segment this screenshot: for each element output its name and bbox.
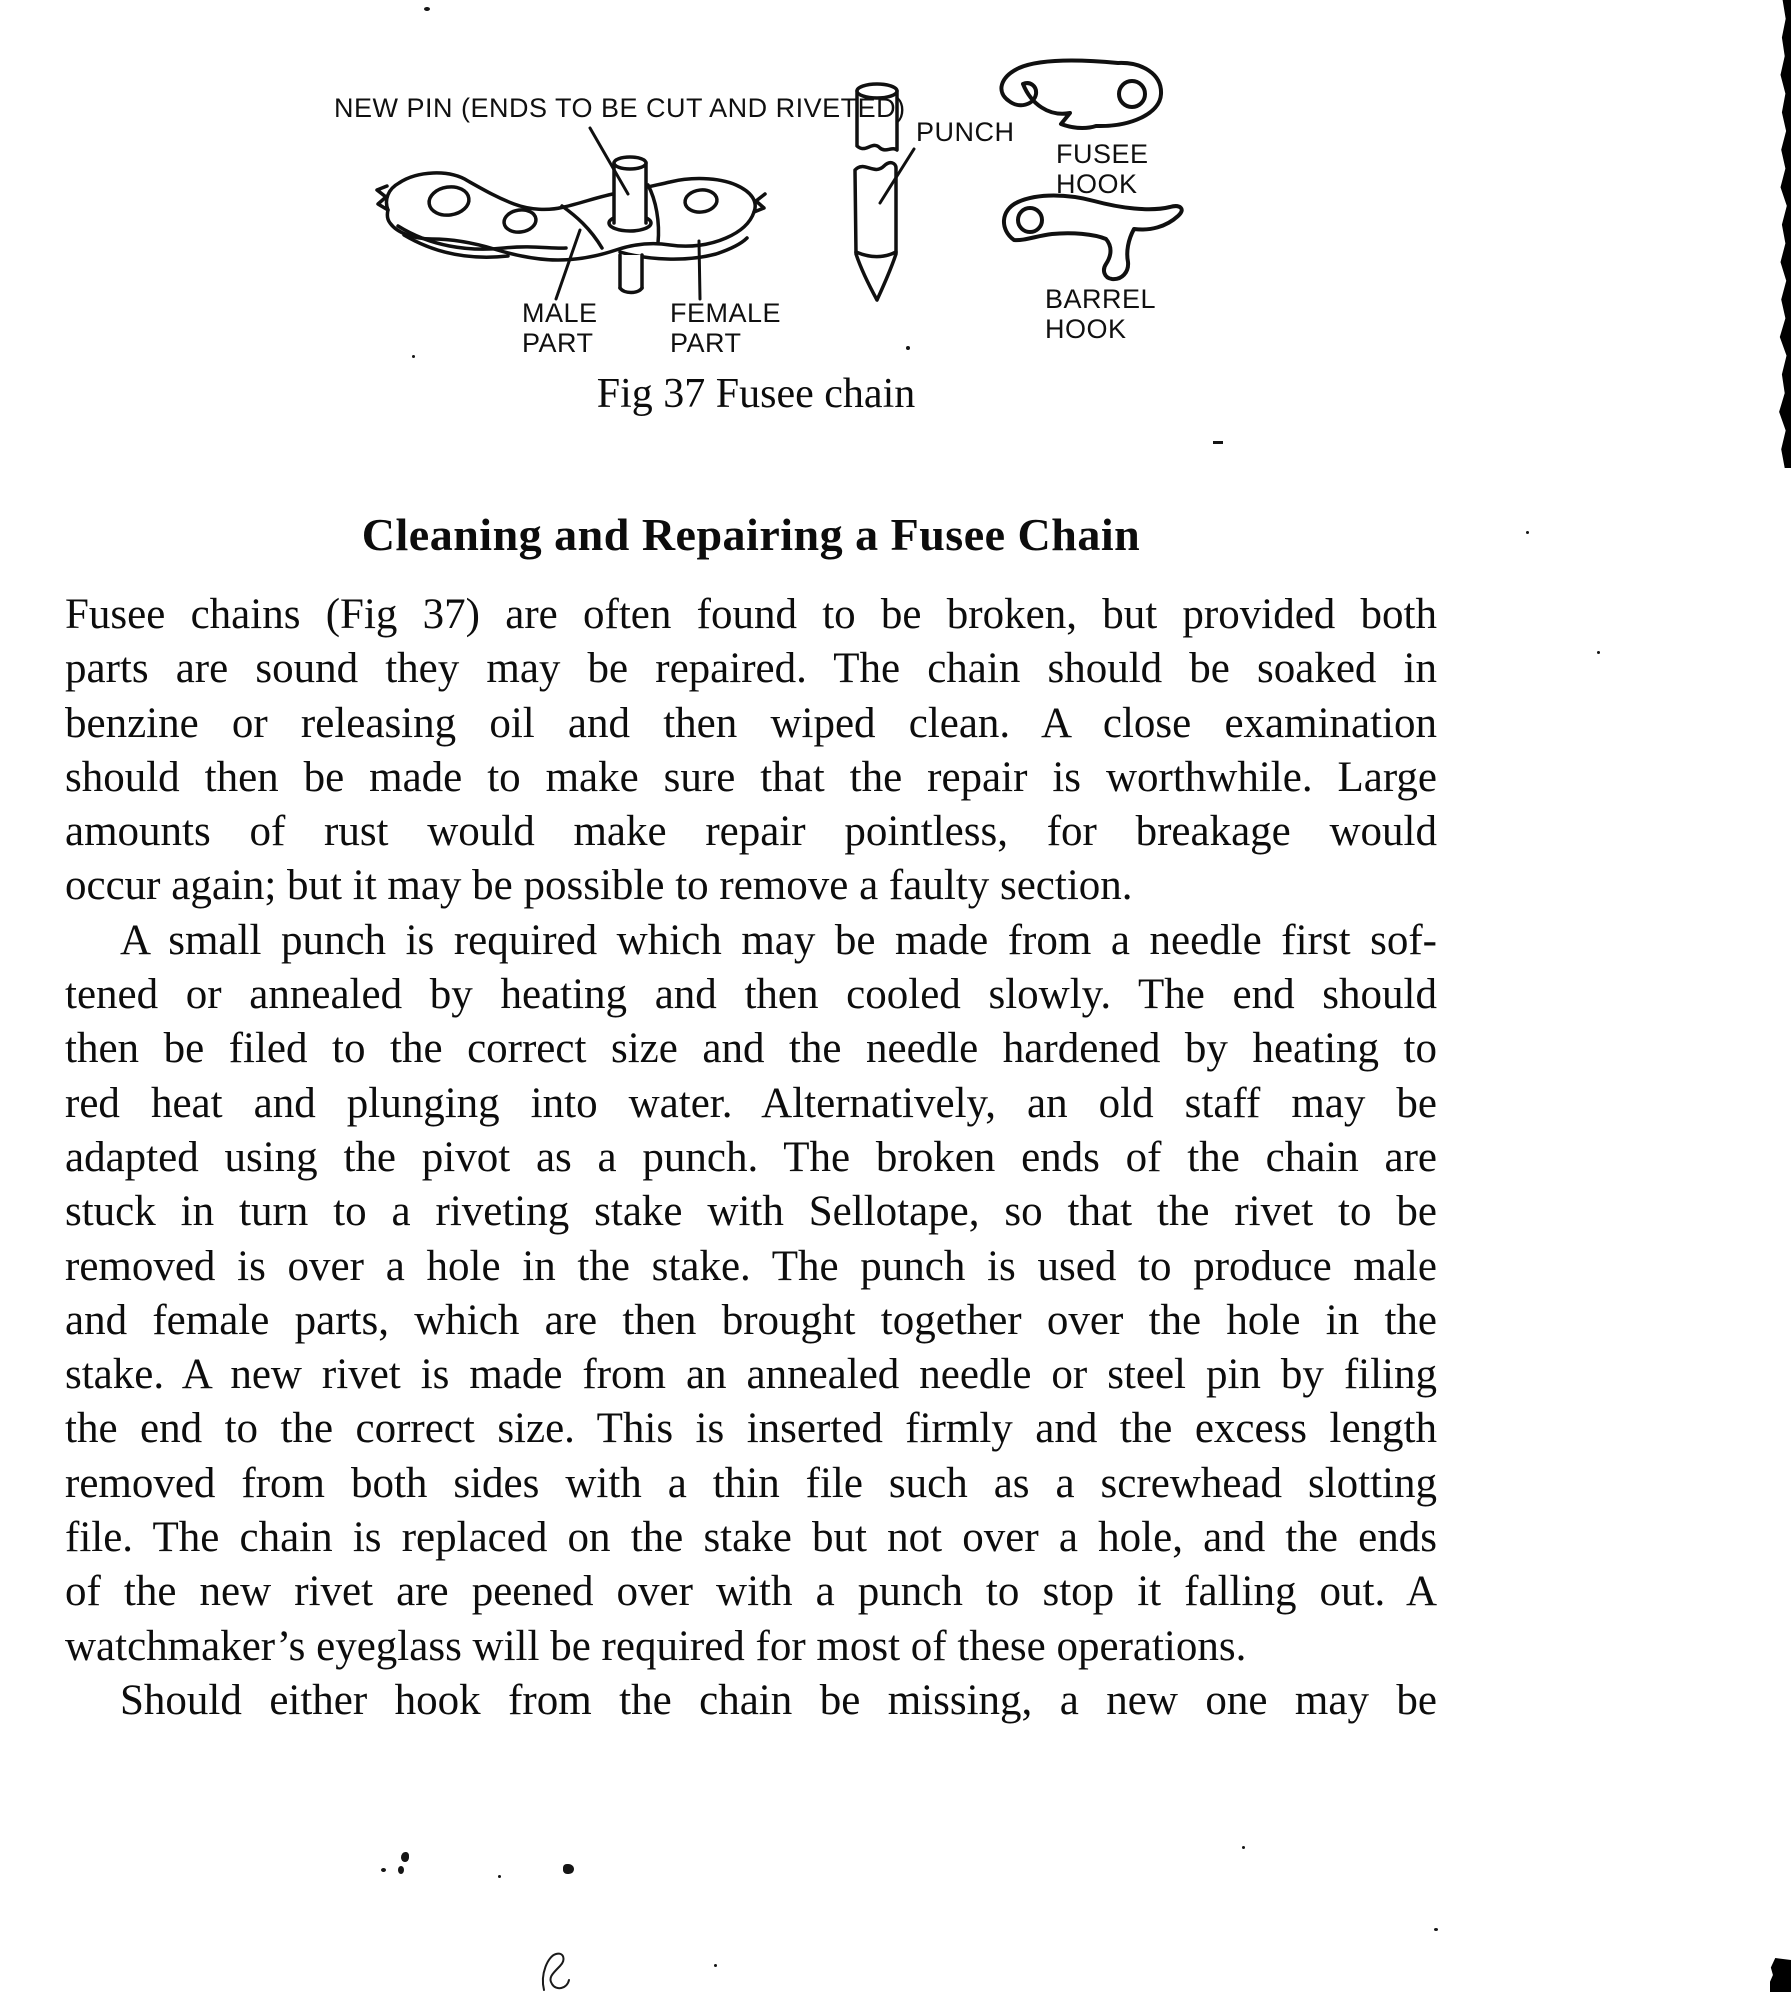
scan-speck [424,7,430,11]
body-text-line: removed from both sides with a thin file such as a screwhead slotting [65,1459,1437,1507]
body-text-line: red heat and plunging into water. Alternatively, an old staff may be [65,1079,1437,1127]
scan-speck [412,355,415,358]
male-part-label-line2: PART [522,328,594,358]
chain-links-drawing [377,173,765,260]
body-text-line: Fusee chains (Fig 37) are often found to be broken, but provided both [65,591,1437,638]
article-body [65,588,1437,1728]
body-text-line: and female parts, which are then brought together over the hole in the [65,1296,1437,1344]
scan-ink-blot [563,1864,574,1874]
body-text-line: A small punch is required which may be made from a needle first sof- [120,916,1437,964]
scan-speck [906,346,910,350]
body-text-line: watchmaker’s eyeglass will be required for most of these operations. [65,1622,1247,1670]
body-text-line: amounts of rust would make repair pointless, for breakage would [65,808,1437,856]
body-text-line: of the new rivet are peened over with a punch to stop it falling out. A [65,1568,1437,1616]
body-text-line: file. The chain is replaced on the stake but not over a hole, and the ends [65,1514,1437,1562]
body-text-line: tened or annealed by heating and then cooled slowly. The end should [65,971,1437,1019]
body-text-line: Should either hook from the chain be missing, a new one may be [120,1676,1437,1724]
body-text-line: occur again; but it may be possible to remove a faulty section. [65,862,1133,910]
body-text-line: then be filed to the correct size and the needle hardened by heating to [65,1025,1437,1073]
body-text-line: benzine or releasing oil and then wiped clean. A close examination [65,699,1437,747]
female-part-label-line2: PART [670,328,742,358]
figure-caption: Fig 37 Fusee chain [596,371,916,417]
scan-speck [1597,651,1600,654]
scan-speck [1242,1846,1245,1849]
male-part-label-line1: MALE [522,298,598,328]
female-part-leader-line [699,241,700,299]
barrel-hook-label-line2: HOOK [1045,314,1127,344]
body-text-line: should then be made to make sure that the repair is worthwhile. Large [65,753,1437,801]
body-text-line: removed is over a hole in the stake. The punch is used to produce male [65,1242,1437,1290]
scan-squiggle [538,1950,574,1994]
female-part-label-line1: FEMALE [670,298,782,328]
body-text-line: parts are sound they may be repaired. The chain should be soaked in [65,645,1437,693]
body-text-line: adapted using the pivot as a punch. The broken ends of the chain are [65,1133,1437,1181]
scan-artifact-corner-blob [1770,1958,1791,1992]
scan-ink-blot [398,1866,404,1874]
body-text-line: stuck in turn to a riveting stake with Sellotape, so that the rivet to be [65,1188,1437,1236]
fusee-hook-drawing [1001,61,1161,128]
scan-speck [1213,441,1223,444]
barrel-hook-drawing [1004,196,1182,280]
fusee-chain-figure [250,40,1200,370]
scan-speck [1526,531,1529,534]
scan-speck [714,1964,717,1967]
new-pin-label: NEW PIN (ENDS TO BE CUT AND RIVETED) [334,93,906,123]
scan-ink-blot [381,1868,386,1872]
scan-ink-blot [401,1852,409,1862]
barrel-hook-label-line1: BARREL [1045,284,1157,314]
scan-artifact-right-edge [1777,0,1791,468]
punch-label: PUNCH [916,117,1015,147]
fusee-hook-label-line1: FUSEE [1056,139,1149,169]
page-title: Cleaning and Repairing a Fusee Chain [361,509,1141,560]
body-text-line: stake. A new rivet is made from an annealed needle or steel pin by filing [65,1351,1437,1399]
scan-speck [1434,1928,1438,1931]
scan-speck [498,1875,501,1878]
body-text-line: the end to the correct size. This is inserted firmly and the excess length [65,1405,1437,1453]
fusee-hook-label-line2: HOOK [1056,169,1138,199]
